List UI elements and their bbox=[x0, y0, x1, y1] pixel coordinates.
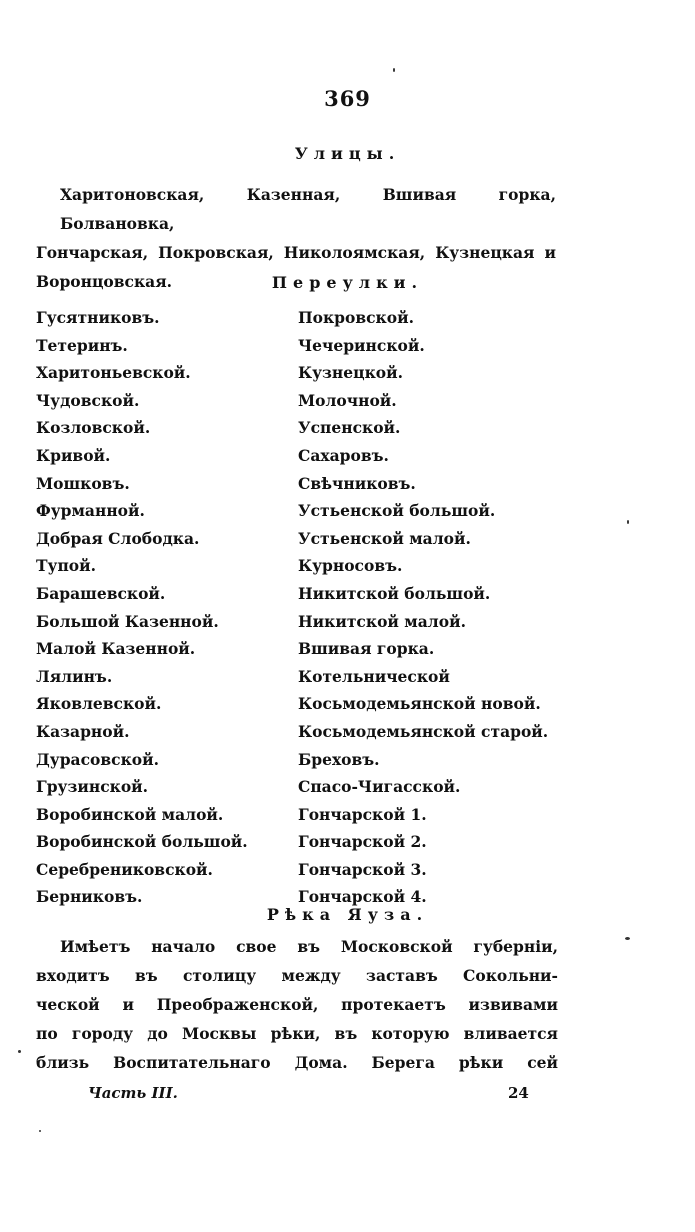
lane-item: Яковлевской. bbox=[36, 694, 162, 714]
lane-item: Воробинской большой. bbox=[36, 832, 248, 852]
lane-item: Малой Казенной. bbox=[36, 639, 196, 659]
print-speck bbox=[627, 520, 629, 524]
lane-item: Гончарской 2. bbox=[298, 832, 427, 852]
heading-lanes: Переулки. bbox=[271, 273, 424, 292]
streets-line: Харитоновская, Казенная, Вшивая горка, Болвановка, bbox=[60, 185, 556, 233]
lane-item: Серебрениковской. bbox=[36, 859, 213, 879]
footer-part-label: Часть III. bbox=[88, 1084, 178, 1102]
lanes-right-column bbox=[298, 304, 548, 911]
lane-item: Косьмодемьянской старой. bbox=[298, 721, 549, 741]
river-line: ческой и Преображенской, протекаетъ извивами bbox=[36, 995, 558, 1014]
heading-river: Рѣка Яуза. bbox=[266, 905, 429, 924]
lane-item: Грузинской. bbox=[36, 777, 149, 797]
lane-item: Тупой. bbox=[36, 556, 97, 576]
lane-item: Гончарской 4. bbox=[298, 887, 427, 907]
lane-item: Фурманной. bbox=[36, 501, 145, 521]
heading-streets: Улицы. bbox=[294, 144, 401, 163]
river-line: Имѣетъ начало свое въ Московской губерніи, bbox=[60, 937, 558, 956]
print-speck bbox=[625, 937, 630, 940]
lane-item: Никитской малой. bbox=[298, 611, 466, 631]
lane-item: Чечеринской. bbox=[298, 335, 425, 355]
lane-item: Козловской. bbox=[36, 418, 151, 438]
lane-item: Берниковъ. bbox=[36, 887, 143, 907]
print-speck bbox=[393, 68, 395, 72]
lane-item: Кривой. bbox=[36, 445, 111, 465]
river-line: входитъ въ столицу между заставъ Сокольни- bbox=[36, 966, 558, 985]
lane-item: Курносовъ. bbox=[298, 556, 403, 576]
lane-item: Харитоньевской. bbox=[36, 363, 191, 383]
lane-item: Лялинъ. bbox=[36, 666, 113, 686]
lane-item: Котельнической bbox=[298, 666, 450, 686]
streets-line: Гончарская, Покровская, Николоямская, Кузнецкая и bbox=[36, 243, 556, 262]
lane-item: Казарной. bbox=[36, 721, 130, 741]
lane-item: Никитской большой. bbox=[298, 583, 491, 603]
lane-item: Тетеринъ. bbox=[36, 335, 128, 355]
lane-item: Чудовской. bbox=[36, 390, 140, 410]
lane-item: Кузнецкой. bbox=[298, 363, 403, 383]
lane-item: Свѣчниковъ. bbox=[298, 473, 416, 493]
streets-line: Воронцовская. bbox=[36, 272, 173, 291]
lane-item: Спасо-Чигасской. bbox=[298, 777, 461, 797]
river-paragraph bbox=[36, 932, 558, 1077]
lane-item: Барашевской. bbox=[36, 583, 166, 603]
lane-item: Гончарской 3. bbox=[298, 859, 427, 879]
lanes-left-column bbox=[36, 304, 248, 911]
lane-item: Молочной. bbox=[298, 390, 397, 410]
lane-item: Дурасовской. bbox=[36, 749, 159, 769]
lane-item: Успенской. bbox=[298, 418, 401, 438]
print-speck bbox=[18, 1050, 21, 1053]
lane-item: Добрая Слободка. bbox=[36, 528, 200, 548]
lane-item: Покровской. bbox=[298, 308, 414, 327]
lane-item: Гусятниковъ. bbox=[36, 308, 160, 327]
lane-item: Вшивая горка. bbox=[298, 639, 435, 659]
lane-item: Воробинской малой. bbox=[36, 804, 224, 824]
lane-item: Бреховъ. bbox=[298, 749, 380, 769]
print-speck bbox=[39, 1130, 41, 1132]
footer-signature-mark: 24 bbox=[508, 1084, 529, 1102]
lane-item: Устьенской большой. bbox=[298, 501, 496, 521]
lane-item: Большой Казенной. bbox=[36, 611, 219, 631]
river-line: по городу до Москвы рѣки, въ которую вливается bbox=[36, 1024, 558, 1043]
lane-item: Устьенской малой. bbox=[298, 528, 471, 548]
lane-item: Косьмодемьянской новой. bbox=[298, 694, 541, 714]
river-line: близь Воспитательнаго Дома. Берега рѣки сей bbox=[36, 1053, 558, 1072]
lane-item: Мошковъ. bbox=[36, 473, 130, 493]
page-number: 369 bbox=[324, 86, 371, 111]
lane-item: Сахаровъ. bbox=[298, 445, 389, 465]
lane-item: Гончарской 1. bbox=[298, 804, 427, 824]
